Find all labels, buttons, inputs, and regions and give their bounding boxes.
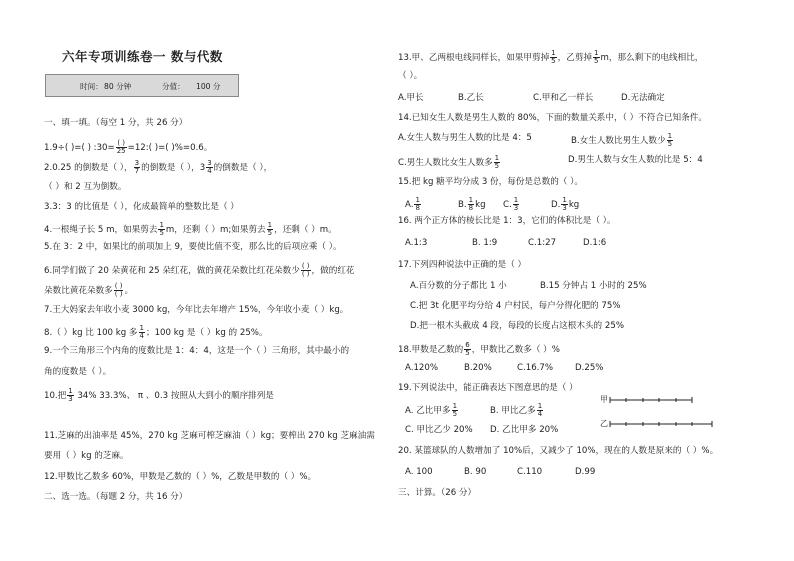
time-value: 80 分钟 bbox=[104, 82, 132, 91]
q20-option-b: B. 90 bbox=[464, 467, 487, 477]
q15-option-b: B. $\frac{1}{8}$ kg bbox=[458, 196, 486, 212]
q20-option-d: D.99 bbox=[575, 467, 596, 477]
q18-option-d: D.25% bbox=[575, 363, 604, 373]
question-11-cont: 要用（ ）kg 的芝麻。 bbox=[44, 451, 129, 461]
section-2-heading: 二、选一选。（每题 2 分，共 16 分） bbox=[44, 492, 188, 502]
q16-option-c: C.1:27 bbox=[528, 238, 557, 248]
question-4: 4.一根绳子长 5 m，如果剪去 $\frac{1}{5}$ m，还剩（ ）m;如果剪去 $\frac{1}{5}$ ，还剩（ ）m。 bbox=[44, 221, 337, 237]
q15-option-c: C. $\frac{1}{3}$ bbox=[503, 196, 519, 212]
q17-option-a: A.百分数的分子都比 1 小 bbox=[410, 281, 507, 291]
question-1: 1.9÷( )=( ) :30= ( ) 25 =12:( )=( )%=0.6。 bbox=[44, 139, 213, 155]
section-3-heading: 三、计算。（26 分） bbox=[398, 488, 477, 498]
q17-option-c: C.把 3t 化肥平均分给 4 户村民，每户分得化肥的 75% bbox=[410, 301, 621, 311]
q19-option-a: A. 乙比甲多 $\frac{1}{5}$ bbox=[405, 402, 458, 418]
question-12: 12.甲数比乙数多 60%，甲数是乙数的（ ）%，乙数是甲数的（ ）%。 bbox=[44, 472, 317, 482]
question-7: 7.王大妈家去年收小麦 3000 kg，今年比去年增产 15%，今年收小麦（ ）kg。 bbox=[44, 305, 349, 315]
q18-option-a: A.120% bbox=[405, 363, 439, 373]
question-10: 10.把 $\frac{1}{3}$ 34% 33.3%、 π 、0.3 按照从大到小的顺序排列是 bbox=[44, 387, 274, 403]
q17-option-b: B.15 分钟占 1 小时的 25% bbox=[540, 281, 647, 291]
question-8: 8.（ ）kg 比 100 kg 多 $\frac{1}{4}$ ；100 kg 是（ ）kg 的 25%。 bbox=[44, 324, 268, 340]
q13-option-d: D.无法确定 bbox=[621, 93, 665, 103]
q18-option-c: C.16.7% bbox=[517, 363, 554, 373]
question-6: 6.同学们做了 20 朵黄花和 25 朵红花，做的黄花朵数比红花朵数少 ( ) ( ) ，做的红花 bbox=[44, 262, 355, 278]
q19-segment-diagram bbox=[600, 388, 716, 435]
q19-option-b: B. 甲比乙多 $\frac{1}{4}$ bbox=[490, 402, 543, 418]
q13-option-b: B.乙长 bbox=[458, 93, 484, 103]
score-value: 100 分 bbox=[196, 82, 221, 91]
q20-option-a: A. 100 bbox=[405, 467, 433, 477]
question-6-cont: 朵数比黄花朵数多 ( ) ( ) 。 bbox=[44, 282, 134, 298]
question-2-cont: （ ）和 2 互为倒数。 bbox=[44, 182, 127, 192]
question-3: 3.3：3 的比值是（ ），化成最简单的整数比是（ ） bbox=[44, 202, 239, 212]
q14-option-b: B.女生人数比男生人数少 $\frac{1}{5}$ bbox=[571, 132, 673, 148]
exam-title: 六年专项训练卷一 数与代数 bbox=[62, 49, 223, 64]
question-2: 2.0.25 的倒数是（ ）， $\frac{3}{7}$ 的倒数是（ ），3 $\frac{3}{4}$ 的倒数是（ ）， bbox=[44, 159, 273, 175]
q14-option-c: C.男生人数比女生人数多 $\frac{1}{5}$ bbox=[398, 154, 500, 170]
section-1-heading: 一、填一填。（每空 1 分，共 26 分） bbox=[44, 118, 188, 128]
q17-option-d: D.把一根木头截成 4 段，每段的长度占这根木头的 25% bbox=[410, 321, 624, 331]
question-16: 16. 两个正方体的棱长比是 1：3，它们的体积比是（ ）。 bbox=[398, 216, 616, 226]
q19-option-d: D. 乙比甲多 20% bbox=[490, 425, 559, 435]
q13-option-c: C.甲和乙一样长 bbox=[533, 93, 594, 103]
q16-option-b: B. 1:9 bbox=[472, 238, 498, 248]
question-20: 20. 某篮球队的人数增加了 10%后，又减少了 10%，现在的人数是原来的（ ）%。 bbox=[398, 446, 719, 456]
segment-figure bbox=[600, 388, 716, 432]
q13-option-a: A.甲长 bbox=[398, 93, 424, 103]
q14-option-d: D.男生人数与女生人数的比是 5：4 bbox=[568, 155, 703, 165]
exam-info-box bbox=[45, 74, 239, 97]
q15-option-a: A. $\frac{1}{8}$ bbox=[405, 196, 420, 212]
q16-option-a: A.1:3 bbox=[405, 238, 428, 248]
score-label: 分值： bbox=[162, 82, 185, 91]
question-5: 5.在 3：2 中，如果比的前项加上 9，要使比值不变，那么比的后项应乘（ ）。 bbox=[44, 242, 342, 252]
q16-option-d: D.1:6 bbox=[583, 238, 607, 248]
question-11: 11.芝麻的出油率是 45%，270 kg 芝麻可榨芝麻油（ ）kg；要榨出 270 kg 芝麻油需 bbox=[44, 431, 375, 441]
q14-option-a: A.女生人数与男生人数的比是 4：5 bbox=[398, 133, 532, 143]
question-9: 9.一个三角形三个内角的度数比是 1：4：4，这是一个（ ）三角形，其中最小的 bbox=[44, 346, 350, 356]
label-jia: 甲 bbox=[600, 395, 608, 404]
question-15: 15.把 kg 糖平均分成 3 份，每份是总数的（ ）。 bbox=[398, 177, 584, 187]
question-19: 19.下列说法中，能正确表达下图意思的是（ ） bbox=[398, 383, 578, 393]
q20-option-c: C.110 bbox=[517, 467, 543, 477]
q19-option-c: C. 甲比乙少 20% bbox=[405, 425, 473, 435]
label-yi: 乙 bbox=[600, 419, 608, 428]
question-17: 17.下列四种说法中正确的是（ ） bbox=[398, 260, 527, 270]
question-13: 13.甲、乙两根电线同样长，如果甲剪掉 $\frac{1}{5}$ ，乙剪掉 $\frac{1}{5}$ m，那么剩下的电线相比， bbox=[398, 49, 704, 65]
q15-option-d: D. $\frac{1}{3}$ kg bbox=[551, 196, 580, 212]
question-13-cont: （ ）。 bbox=[398, 71, 423, 81]
question-18: 18.甲数是乙数的 $\frac{6}{5}$ ，甲数比乙数多（ ）% bbox=[398, 341, 560, 357]
question-9-cont: 角的度数是（ ）。 bbox=[44, 367, 112, 377]
q18-option-b: B.20% bbox=[464, 363, 492, 373]
time-label: 时间： bbox=[80, 82, 103, 91]
question-14: 14.已知女生人数是男生人数的 80%，下面的数量关系中，（ ）不符合已知条件。 bbox=[398, 113, 707, 123]
